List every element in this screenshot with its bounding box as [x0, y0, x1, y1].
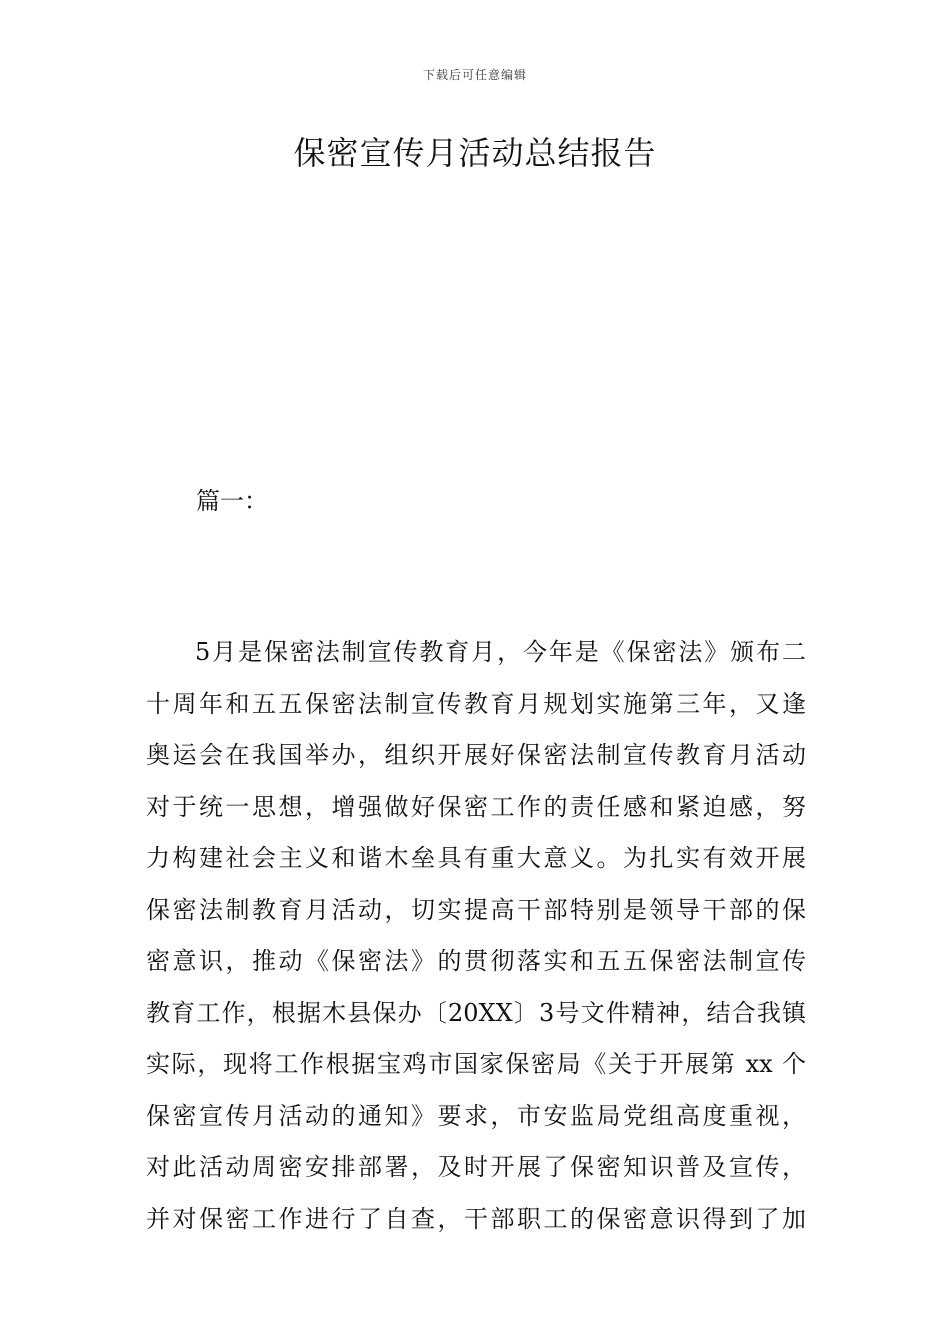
body-line: 对于统一思想，增强做好保密工作的责任感和紧迫感，努	[146, 792, 806, 821]
section-label: 篇一：	[196, 487, 268, 515]
document-title: 保密宣传月活动总结报告	[293, 134, 657, 172]
body-line: 实际，现将工作根据宝鸡市国家保密局《关于开展第 xx 个	[146, 1050, 806, 1078]
body-paragraph	[146, 627, 806, 1245]
body-line: 5月是保密法制宣传教育月，今年是《保密法》颁布二	[195, 638, 806, 666]
body-line: 密意识，推动《保密法》的贯彻落实和五五保密法制宣传	[146, 947, 806, 975]
body-line: 保密宣传月活动的通知》要求，市安监局党组高度重视，	[146, 1101, 806, 1130]
body-line: 教育工作，根据木县保办〔20XX〕3号文件精神，结合我镇	[146, 998, 806, 1027]
body-line: 并对保密工作进行了自查，干部职工的保密意识得到了加	[146, 1204, 806, 1233]
body-line: 保密法制教育月活动，切实提高干部特别是领导干部的保	[146, 895, 806, 924]
body-line: 奥运会在我国举办，组织开展好保密法制宣传教育月活动	[146, 741, 806, 769]
body-line: 力构建社会主义和谐木垒具有重大意义。为扎实有效开展	[146, 844, 806, 872]
header-note: 下载后可任意编辑	[422, 68, 527, 82]
body-line: 对此活动周密安排部署，及时开展了保密知识普及宣传，	[146, 1153, 806, 1181]
body-line: 十周年和五五保密法制宣传教育月规划实施第三年，又逢	[146, 689, 806, 718]
